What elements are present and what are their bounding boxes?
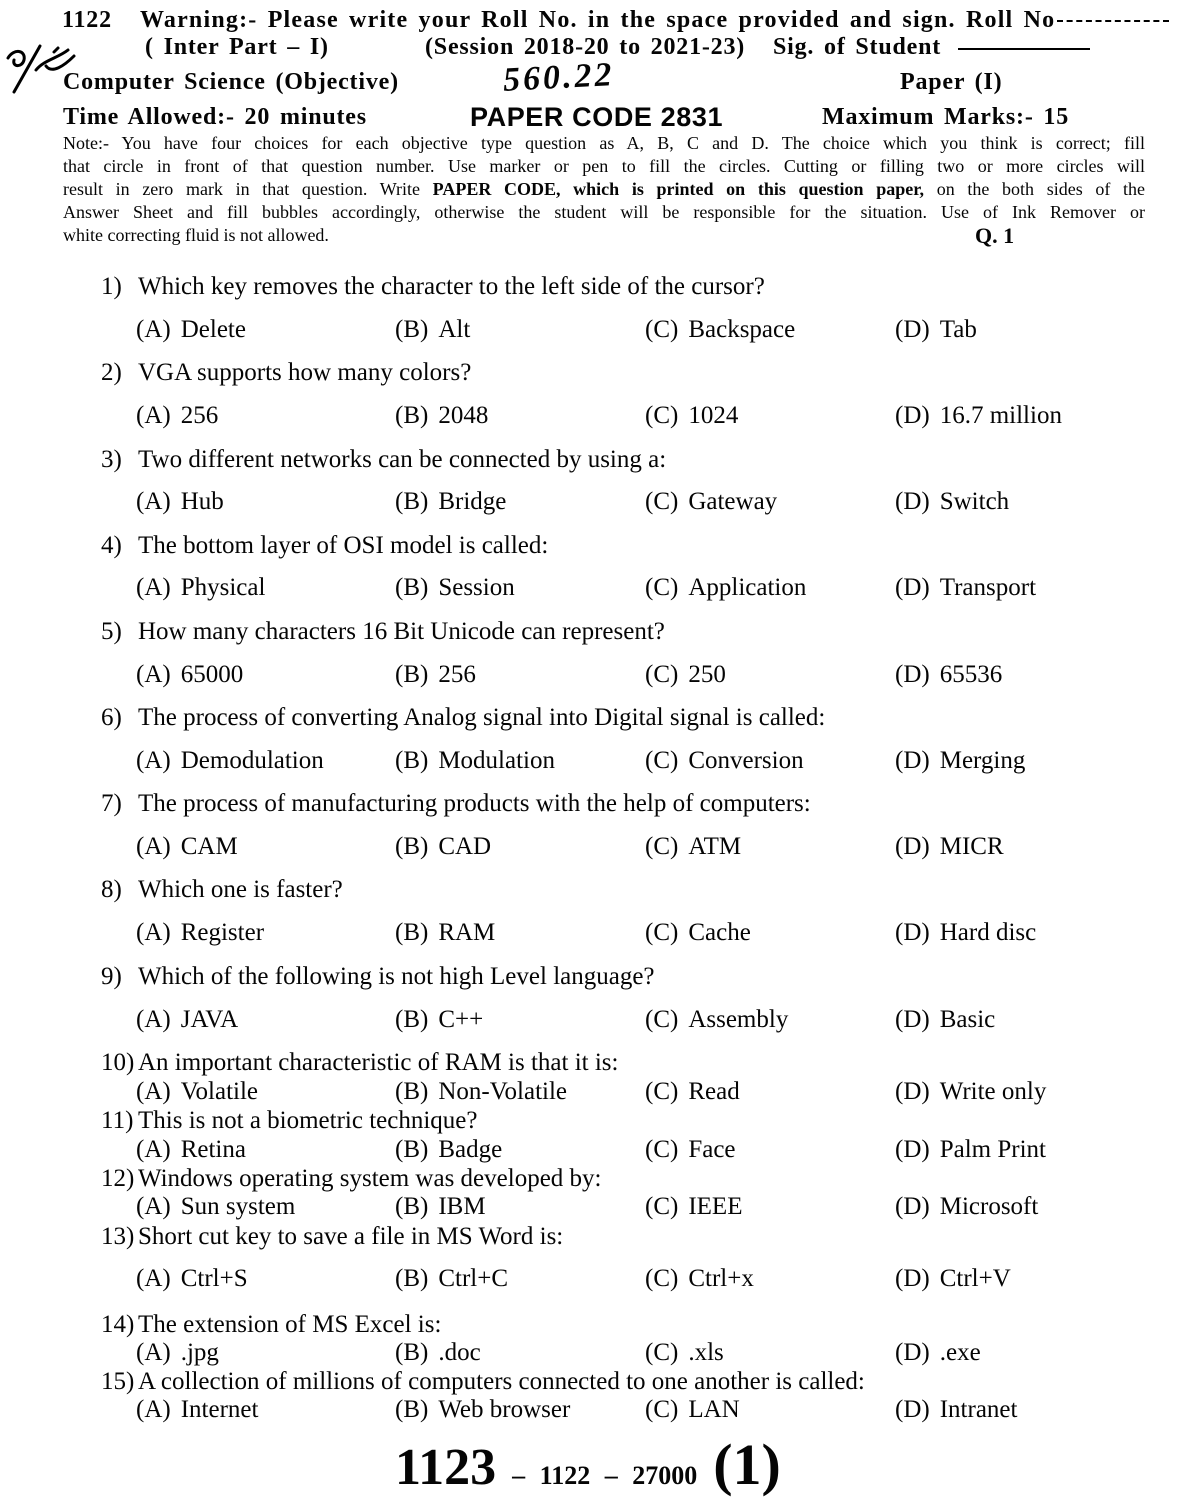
option-letter: (A) (136, 574, 171, 601)
question-text: The process of converting Analog signal into Digital signal is called: (138, 704, 826, 731)
option-text: Web browser (438, 1396, 571, 1423)
option-a (136, 833, 238, 861)
question-6 (0, 704, 1100, 732)
option-text: Internet (180, 1396, 259, 1423)
option-text: LAN (688, 1396, 740, 1423)
question-number: 12) (101, 1165, 135, 1192)
question-3 (0, 446, 1100, 474)
option-c (645, 316, 795, 344)
option-text: Backspace (688, 316, 796, 343)
option-letter: (D) (895, 1396, 930, 1423)
question-10 (0, 1049, 1100, 1077)
option-text: Sun system (180, 1193, 296, 1220)
option-letter: (C) (645, 574, 679, 601)
option-b (395, 488, 506, 516)
option-letter: (B) (395, 1396, 429, 1423)
note-line (63, 178, 1145, 201)
option-c (645, 574, 806, 602)
option-text: Hub (180, 488, 224, 515)
question-text: How many characters 16 Bit Unicode can represent? (138, 618, 665, 645)
option-a (136, 661, 243, 689)
question-number: 10) (101, 1049, 135, 1076)
option-d (895, 488, 1009, 516)
option-letter: (A) (136, 1006, 171, 1033)
option-text: Palm Print (939, 1136, 1046, 1163)
option-text: 2048 (438, 402, 489, 429)
option-letter: (B) (395, 1339, 429, 1366)
question-15 (0, 1368, 1100, 1396)
option-text: Microsoft (939, 1193, 1039, 1220)
option-d (895, 747, 1025, 775)
option-text: Merging (939, 747, 1026, 774)
option-a (136, 1136, 246, 1164)
option-letter: (D) (895, 661, 930, 688)
option-letter: (A) (136, 488, 171, 515)
question-9 (0, 963, 1100, 991)
option-letter: (B) (395, 919, 429, 946)
option-letter: (A) (136, 1396, 171, 1423)
question-number: 13) (101, 1223, 135, 1250)
option-letter: (A) (136, 919, 171, 946)
option-c (645, 1193, 742, 1221)
handwritten-note: 560.22 (502, 56, 616, 99)
option-b (395, 833, 491, 861)
option-text: Hard disc (939, 919, 1037, 946)
footer-sub-codes: – 1122 – 27000 (512, 1461, 698, 1490)
option-text: 65000 (180, 661, 244, 688)
option-a (136, 1078, 258, 1106)
question-number: 2) (101, 359, 122, 386)
option-d (895, 316, 977, 344)
question-number: 14) (101, 1311, 135, 1338)
option-letter: (D) (895, 1136, 930, 1163)
option-text: Read (688, 1078, 740, 1105)
option-letter: (D) (895, 488, 930, 515)
option-letter: (A) (136, 661, 171, 688)
subject-title: Computer Science (Objective) (63, 69, 399, 95)
option-text: RAM (438, 919, 496, 946)
option-c (645, 488, 777, 516)
note-line: Answer Sheet and fill bubbles accordingly, otherwise the student will be responsible for the situation. Use of Ink Remover or (63, 202, 1145, 222)
option-letter: (C) (645, 1136, 679, 1163)
option-letter: (C) (645, 316, 679, 343)
note-line: that circle in front of that question number. Use marker or pen to fill the circles. Cutting or filling two or more circles will (63, 156, 1145, 176)
option-text: Modulation (438, 747, 555, 774)
option-text: 256 (180, 402, 219, 429)
option-letter: (C) (645, 1265, 679, 1292)
question-number: 4) (101, 532, 122, 559)
option-letter: (B) (395, 1006, 429, 1033)
option-text: Ctrl+x (688, 1265, 754, 1292)
option-text: Switch (939, 488, 1010, 515)
question-text: Which key removes the character to the left side of the cursor? (138, 273, 765, 300)
option-letter: (D) (895, 1339, 930, 1366)
note-line: Note:- You have four choices for each objective type question as A, B, C and D. The choice which you think is correct; fill (63, 133, 1145, 153)
option-text: Intranet (939, 1396, 1018, 1423)
option-b (395, 1396, 570, 1424)
option-letter: (A) (136, 402, 171, 429)
option-letter: (A) (136, 747, 171, 774)
option-letter: (D) (895, 574, 930, 601)
exam-code: 1122 (62, 7, 112, 33)
option-text: MICR (939, 833, 1004, 860)
paper-number: Paper (I) (900, 69, 1003, 95)
option-a (136, 488, 224, 516)
question-4 (0, 532, 1100, 560)
option-letter: (B) (395, 661, 429, 688)
question-text: A collection of millions of computers connected to one another is called: (138, 1368, 865, 1395)
question-number: 6) (101, 704, 122, 731)
option-d (895, 1339, 981, 1367)
question-label: Q. 1 (975, 223, 1015, 248)
option-text: Volatile (180, 1078, 259, 1105)
option-letter: (B) (395, 747, 429, 774)
option-text: .exe (939, 1339, 981, 1366)
option-c (645, 1339, 724, 1367)
option-text: JAVA (180, 1006, 239, 1033)
option-c (645, 1078, 740, 1106)
option-letter: (C) (645, 1006, 679, 1033)
option-a (136, 919, 264, 947)
question-text: Short cut key to save a file in MS Word is: (138, 1223, 564, 1250)
option-text: Ctrl+C (438, 1265, 508, 1292)
option-letter: (B) (395, 402, 429, 429)
option-letter: (A) (136, 1136, 171, 1163)
option-text: IBM (438, 1193, 486, 1220)
option-b (395, 1078, 567, 1106)
option-letter: (C) (645, 1396, 679, 1423)
question-number: 11) (101, 1107, 134, 1134)
question-text: The extension of MS Excel is: (138, 1311, 442, 1338)
option-d (895, 574, 1036, 602)
question-11 (0, 1107, 1100, 1135)
option-c (645, 661, 726, 689)
question-14 (0, 1311, 1100, 1339)
question-number: 8) (101, 876, 122, 903)
option-letter: (C) (645, 661, 679, 688)
question-text: An important characteristic of RAM is that it is: (138, 1049, 619, 1076)
option-text: Badge (438, 1136, 503, 1163)
option-letter: (A) (136, 833, 171, 860)
session: (Session 2018-20 to 2021-23) (425, 34, 746, 60)
option-text: Application (688, 574, 807, 601)
time-allowed: Time Allowed:- 20 minutes (63, 104, 367, 130)
note-text: result in zero mark in that question. Write (63, 179, 420, 199)
option-letter: (B) (395, 833, 429, 860)
option-b (395, 402, 488, 430)
option-text: Retina (180, 1136, 246, 1163)
option-letter: (B) (395, 1136, 429, 1163)
option-b (395, 574, 515, 602)
inter-part: ( Inter Part – I) (145, 34, 329, 60)
option-text: .xls (688, 1339, 724, 1366)
option-letter: (D) (895, 402, 930, 429)
option-d (895, 1136, 1046, 1164)
option-c (645, 747, 804, 775)
option-text: Session (438, 574, 515, 601)
option-letter: (D) (895, 1193, 930, 1220)
option-text: Assembly (688, 1006, 789, 1033)
option-d (895, 661, 1002, 689)
option-letter: (B) (395, 488, 429, 515)
option-letter: (A) (136, 1193, 171, 1220)
warning-label: Warning:- (140, 7, 258, 33)
maximum-marks: Maximum Marks:- 15 (822, 104, 1070, 130)
option-text: C++ (438, 1006, 484, 1033)
question-number: 15) (101, 1368, 135, 1395)
option-letter: (C) (645, 1078, 679, 1105)
option-letter: (D) (895, 1078, 930, 1105)
option-a (136, 574, 265, 602)
option-b (395, 919, 495, 947)
option-letter: (C) (645, 919, 679, 946)
option-text: 250 (688, 661, 726, 688)
option-text: CAM (180, 833, 238, 860)
option-d (895, 1078, 1046, 1106)
question-text: Which of the following is not high Level language? (138, 963, 655, 990)
option-letter: (D) (895, 316, 930, 343)
question-text: This is not a biometric technique? (138, 1107, 478, 1134)
option-d (895, 1396, 1017, 1424)
option-text: Bridge (438, 488, 507, 515)
option-b (395, 316, 470, 344)
footer-part: (1) (713, 1432, 781, 1497)
option-letter: (D) (895, 833, 930, 860)
question-text: The bottom layer of OSI model is called: (138, 532, 549, 559)
option-text: ATM (688, 833, 742, 860)
question-number: 3) (101, 446, 122, 473)
option-letter: (B) (395, 1193, 429, 1220)
option-c (645, 919, 751, 947)
question-text: Windows operating system was developed by: (138, 1165, 602, 1192)
option-text: 65536 (939, 661, 1003, 688)
option-text: .doc (438, 1339, 481, 1366)
option-text: Transport (939, 574, 1037, 601)
option-text: Basic (939, 1006, 996, 1033)
question-8 (0, 876, 1100, 904)
footer-main-code: 1123 (395, 1439, 497, 1496)
option-letter: (D) (895, 1265, 930, 1292)
signature-blank (958, 48, 1090, 50)
option-letter: (D) (895, 919, 930, 946)
warning-text: Please write your Roll No. in the space provided and sign. Roll No (267, 7, 1056, 33)
question-number: 7) (101, 790, 122, 817)
option-d (895, 833, 1004, 861)
option-text: Gateway (688, 488, 778, 515)
option-a (136, 1193, 295, 1221)
option-letter: (A) (136, 1339, 171, 1366)
option-a (136, 1265, 248, 1293)
question-text: Two different networks can be connected by using a: (138, 446, 667, 473)
option-c (645, 1265, 754, 1293)
option-text: Register (180, 919, 265, 946)
option-d (895, 1006, 995, 1034)
option-letter: (C) (645, 1339, 679, 1366)
option-text: Conversion (688, 747, 804, 774)
option-c (645, 1136, 736, 1164)
option-letter: (A) (136, 316, 171, 343)
note-line: white correcting fluid is not allowed. (63, 225, 329, 245)
footer-code (395, 1432, 781, 1497)
option-d (895, 919, 1036, 947)
option-c (645, 402, 738, 430)
option-text: 16.7 million (939, 402, 1062, 429)
option-letter: (C) (645, 1193, 679, 1220)
option-a (136, 1396, 258, 1424)
option-text: 256 (438, 661, 476, 688)
question-13 (0, 1223, 1100, 1251)
option-a (136, 316, 246, 344)
question-2 (0, 359, 1100, 387)
option-text: Tab (939, 316, 977, 343)
option-text: Non-Volatile (438, 1078, 568, 1105)
question-text: The process of manufacturing products with the help of computers: (138, 790, 811, 817)
option-letter: (B) (395, 574, 429, 601)
option-letter: (C) (645, 747, 679, 774)
option-text: 1024 (688, 402, 739, 429)
option-b (395, 661, 476, 689)
option-text: Cache (688, 919, 751, 946)
option-b (395, 1193, 486, 1221)
option-text: Ctrl+S (180, 1265, 248, 1292)
option-d (895, 1265, 1011, 1293)
note-paper-code-emphasis: PAPER CODE, which is printed on this question paper, (432, 179, 925, 199)
option-a (136, 402, 218, 430)
option-a (136, 747, 324, 775)
option-letter: (B) (395, 316, 429, 343)
option-a (136, 1006, 238, 1034)
option-text: Alt (438, 316, 471, 343)
option-d (895, 402, 1062, 430)
roll-number-blank (1057, 20, 1169, 22)
question-number: 9) (101, 963, 122, 990)
option-letter: (C) (645, 833, 679, 860)
option-text: Physical (180, 574, 266, 601)
option-d (895, 1193, 1038, 1221)
option-c (645, 1006, 788, 1034)
note-text: on the both sides of the (936, 179, 1146, 199)
option-b (395, 1265, 508, 1293)
option-text: Ctrl+V (939, 1265, 1011, 1292)
option-b (395, 1006, 483, 1034)
option-letter: (C) (645, 402, 679, 429)
option-letter: (D) (895, 747, 930, 774)
warning-line (140, 6, 1169, 34)
option-b (395, 747, 555, 775)
question-1 (0, 273, 1100, 301)
option-text: Delete (180, 316, 246, 343)
option-letter: (B) (395, 1078, 429, 1105)
option-a (136, 1339, 219, 1367)
option-c (645, 1396, 740, 1424)
option-text: Write only (939, 1078, 1047, 1105)
option-text: .jpg (180, 1339, 219, 1366)
question-number: 5) (101, 618, 122, 645)
paper-code: PAPER CODE 2831 (470, 102, 724, 132)
option-b (395, 1136, 502, 1164)
signature-label: Sig. of Student (773, 34, 942, 60)
question-7 (0, 790, 1100, 818)
option-b (395, 1339, 481, 1367)
question-text: Which one is faster? (138, 876, 343, 903)
option-text: Demodulation (180, 747, 324, 774)
option-c (645, 833, 741, 861)
option-letter: (A) (136, 1078, 171, 1105)
question-12 (0, 1165, 1100, 1193)
question-text: VGA supports how many colors? (138, 359, 472, 386)
question-number: 1) (101, 273, 122, 300)
option-letter: (C) (645, 488, 679, 515)
option-text: IEEE (688, 1193, 743, 1220)
option-text: Face (688, 1136, 736, 1163)
question-5 (0, 618, 1100, 646)
option-text: CAD (438, 833, 492, 860)
option-letter: (A) (136, 1265, 171, 1292)
option-letter: (D) (895, 1006, 930, 1033)
option-letter: (B) (395, 1265, 429, 1292)
